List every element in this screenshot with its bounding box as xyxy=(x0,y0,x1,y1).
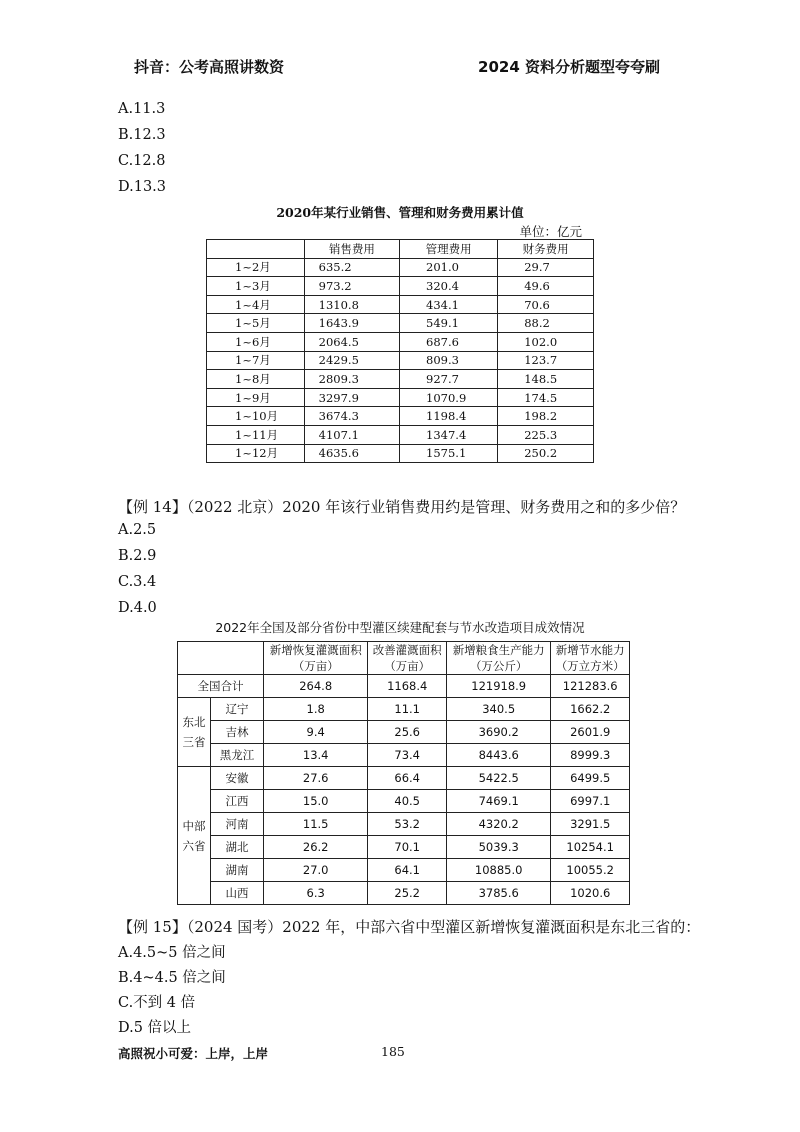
table-row xyxy=(207,258,594,277)
value-cell: 25.2 xyxy=(368,882,447,905)
value-cell: 264.8 xyxy=(264,675,368,698)
header-line: 新增节水能力 xyxy=(555,643,625,657)
header-cell xyxy=(446,642,550,675)
prev-option-c: C.12.8 xyxy=(118,153,166,169)
province-cell: 湖南 xyxy=(211,859,264,882)
period-cell: 1~12月 xyxy=(207,444,305,463)
header-line: 改善灌溉面积 xyxy=(372,643,442,657)
finance-cell: 49.6 xyxy=(498,277,594,296)
prev-option-a: A.11.3 xyxy=(118,101,166,117)
sales-cell: 635.2 xyxy=(304,258,399,277)
question-14-text: 【例 14】（2022 北京）2020 年该行业销售费用约是管理、财务费用之和的多少倍？ xyxy=(118,498,686,516)
province-cell: 黑龙江 xyxy=(211,744,264,767)
management-cell: 1347.4 xyxy=(400,425,498,444)
value-cell: 26.2 xyxy=(264,836,368,859)
value-cell: 9.4 xyxy=(264,721,368,744)
header-unit: （万亩） xyxy=(384,659,431,673)
finance-cell: 70.6 xyxy=(498,295,594,314)
q15-option-c: C.不到 4 倍 xyxy=(118,995,196,1011)
value-cell: 6.3 xyxy=(264,882,368,905)
sales-cell: 1310.8 xyxy=(304,295,399,314)
value-cell: 8999.3 xyxy=(551,744,630,767)
group-label-line: 六省 xyxy=(182,838,206,853)
header-cell xyxy=(207,240,305,259)
value-cell: 40.5 xyxy=(368,790,447,813)
value-cell: 6499.5 xyxy=(551,767,630,790)
period-cell: 1~3月 xyxy=(207,277,305,296)
sales-cell: 4635.6 xyxy=(304,444,399,463)
management-cell: 1198.4 xyxy=(400,407,498,426)
table-row xyxy=(178,698,630,721)
q15-option-a: A.4.5~5 倍之间 xyxy=(118,945,226,961)
period-cell: 1~11月 xyxy=(207,425,305,444)
table-row xyxy=(207,314,594,333)
table-row xyxy=(207,277,594,296)
table-row xyxy=(178,813,630,836)
table-row xyxy=(178,882,630,905)
value-cell: 25.6 xyxy=(368,721,447,744)
header-unit: （万亩） xyxy=(292,659,339,673)
header-unit: （万公斤） xyxy=(469,659,528,673)
period-cell: 1~4月 xyxy=(207,295,305,314)
sales-cell: 3297.9 xyxy=(304,388,399,407)
management-cell: 927.7 xyxy=(400,370,498,389)
value-cell: 11.1 xyxy=(368,698,447,721)
table-row xyxy=(207,444,594,463)
q14-option-d: D.4.0 xyxy=(118,600,157,616)
table1-title: 2020年某行业销售、管理和财务费用累计值 xyxy=(276,205,524,220)
value-cell: 1662.2 xyxy=(551,698,630,721)
q14-option-b: B.2.9 xyxy=(118,548,157,564)
province-cell: 河南 xyxy=(211,813,264,836)
finance-cell: 174.5 xyxy=(498,388,594,407)
value-cell: 27.6 xyxy=(264,767,368,790)
prev-option-d: D.13.3 xyxy=(118,179,167,195)
sales-cell: 1643.9 xyxy=(304,314,399,333)
management-cell: 320.4 xyxy=(400,277,498,296)
value-cell: 64.1 xyxy=(368,859,447,882)
table-header-row xyxy=(178,642,630,675)
header-right: 2024 资料分析题型夸夸刷 xyxy=(478,58,660,76)
period-cell: 1~8月 xyxy=(207,370,305,389)
header-cell xyxy=(368,642,447,675)
sales-cell: 2064.5 xyxy=(304,332,399,351)
page-number: 185 xyxy=(381,1044,405,1059)
question-15-text: 【例 15】（2024 国考）2022 年，中部六省中型灌区新增恢复灌溉面积是东北三省的： xyxy=(118,918,701,936)
table-row xyxy=(178,744,630,767)
table-row xyxy=(178,859,630,882)
management-cell: 687.6 xyxy=(400,332,498,351)
management-cell: 549.1 xyxy=(400,314,498,333)
province-cell: 江西 xyxy=(211,790,264,813)
province-cell: 安徽 xyxy=(211,767,264,790)
irrigation-table xyxy=(177,641,630,905)
footer-slogan: 高照祝小可爱：上岸，上岸 xyxy=(118,1046,269,1061)
management-cell: 201.0 xyxy=(400,258,498,277)
value-cell: 121283.6 xyxy=(551,675,630,698)
group-label-northeast xyxy=(178,698,211,767)
group-label-line: 三省 xyxy=(182,735,206,749)
finance-cell: 148.5 xyxy=(498,370,594,389)
value-cell: 70.1 xyxy=(368,836,447,859)
value-cell: 5039.3 xyxy=(446,836,550,859)
table-row xyxy=(207,351,594,370)
province-cell: 湖北 xyxy=(211,836,264,859)
q14-option-c: C.3.4 xyxy=(118,574,157,590)
value-cell: 1020.6 xyxy=(551,882,630,905)
q15-option-b: B.4~4.5 倍之间 xyxy=(118,970,226,986)
table-row xyxy=(178,836,630,859)
finance-cell: 225.3 xyxy=(498,425,594,444)
value-cell: 340.5 xyxy=(446,698,550,721)
period-cell: 1~10月 xyxy=(207,407,305,426)
value-cell: 1.8 xyxy=(264,698,368,721)
table-row xyxy=(207,295,594,314)
header-unit: （万立方米） xyxy=(555,659,625,673)
sales-cell: 3674.3 xyxy=(304,407,399,426)
sales-cell: 2429.5 xyxy=(304,351,399,370)
period-cell: 1~2月 xyxy=(207,258,305,277)
period-cell: 1~6月 xyxy=(207,332,305,351)
table-row xyxy=(207,388,594,407)
table2-title: 2022年全国及部分省份中型灌区续建配套与节水改造项目成效情况 xyxy=(215,620,585,635)
value-cell: 6997.1 xyxy=(551,790,630,813)
table-row-total xyxy=(178,675,630,698)
header-line: 新增粮食生产能力 xyxy=(452,643,545,657)
finance-cell: 198.2 xyxy=(498,407,594,426)
value-cell: 1168.4 xyxy=(368,675,447,698)
q14-option-a: A.2.5 xyxy=(118,522,157,538)
q15-option-d: D.5 倍以上 xyxy=(118,1020,192,1036)
prev-option-b: B.12.3 xyxy=(118,127,166,143)
table-row xyxy=(207,370,594,389)
province-cell: 辽宁 xyxy=(211,698,264,721)
value-cell: 13.4 xyxy=(264,744,368,767)
finance-cell: 88.2 xyxy=(498,314,594,333)
value-cell: 10254.1 xyxy=(551,836,630,859)
header-cell xyxy=(551,642,630,675)
period-cell: 1~7月 xyxy=(207,351,305,370)
header-cell: 财务费用 xyxy=(498,240,594,259)
period-cell: 1~5月 xyxy=(207,314,305,333)
header-left: 抖音：公考高照讲数资 xyxy=(134,58,285,76)
province-cell: 吉林 xyxy=(211,721,264,744)
value-cell: 66.4 xyxy=(368,767,447,790)
period-cell: 1~9月 xyxy=(207,388,305,407)
group-label-line: 东北 xyxy=(182,715,206,729)
finance-cell: 123.7 xyxy=(498,351,594,370)
value-cell: 3785.6 xyxy=(446,882,550,905)
sales-cell: 973.2 xyxy=(304,277,399,296)
finance-cell: 29.7 xyxy=(498,258,594,277)
value-cell: 11.5 xyxy=(264,813,368,836)
table-row xyxy=(178,767,630,790)
finance-cell: 102.0 xyxy=(498,332,594,351)
province-cell: 山西 xyxy=(211,882,264,905)
value-cell: 10055.2 xyxy=(551,859,630,882)
table1-unit: 单位：亿元 xyxy=(519,224,582,239)
management-cell: 434.1 xyxy=(400,295,498,314)
expense-table xyxy=(206,239,594,463)
value-cell: 73.4 xyxy=(368,744,447,767)
total-label: 全国合计 xyxy=(178,675,264,698)
table-header-row xyxy=(207,240,594,259)
table-row xyxy=(178,790,630,813)
header-corner-cell xyxy=(178,642,264,675)
value-cell: 4320.2 xyxy=(446,813,550,836)
value-cell: 8443.6 xyxy=(446,744,550,767)
value-cell: 27.0 xyxy=(264,859,368,882)
management-cell: 1070.9 xyxy=(400,388,498,407)
value-cell: 53.2 xyxy=(368,813,447,836)
value-cell: 121918.9 xyxy=(446,675,550,698)
finance-cell: 250.2 xyxy=(498,444,594,463)
header-line: 新增恢复灌溉面积 xyxy=(269,643,362,657)
value-cell: 2601.9 xyxy=(551,721,630,744)
table-row xyxy=(178,721,630,744)
header-cell: 销售费用 xyxy=(304,240,399,259)
table-row xyxy=(207,332,594,351)
value-cell: 15.0 xyxy=(264,790,368,813)
header-cell: 管理费用 xyxy=(400,240,498,259)
sales-cell: 2809.3 xyxy=(304,370,399,389)
value-cell: 3690.2 xyxy=(446,721,550,744)
header-cell xyxy=(264,642,368,675)
management-cell: 1575.1 xyxy=(400,444,498,463)
value-cell: 5422.5 xyxy=(446,767,550,790)
group-label-central xyxy=(178,767,211,905)
table-row xyxy=(207,425,594,444)
group-label-line: 中部 xyxy=(182,818,206,833)
table-row xyxy=(207,407,594,426)
value-cell: 3291.5 xyxy=(551,813,630,836)
value-cell: 7469.1 xyxy=(446,790,550,813)
management-cell: 809.3 xyxy=(400,351,498,370)
value-cell: 10885.0 xyxy=(446,859,550,882)
sales-cell: 4107.1 xyxy=(304,425,399,444)
